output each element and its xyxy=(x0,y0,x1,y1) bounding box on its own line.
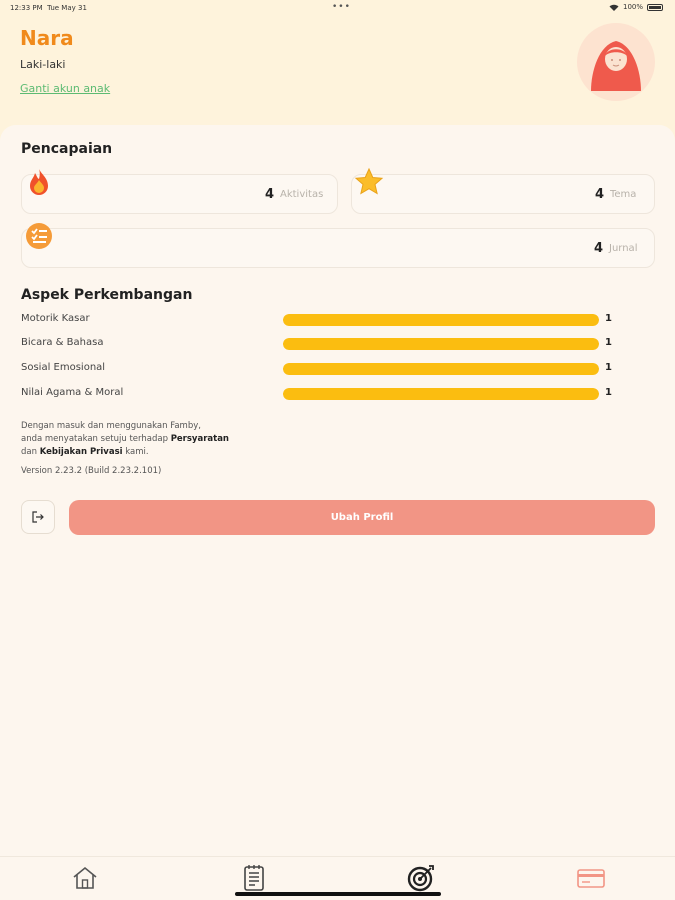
status-time: 12:33 PM Tue May 31 xyxy=(10,4,87,12)
hijab-girl-avatar-icon xyxy=(577,23,655,101)
development-title: Aspek Perkembangan xyxy=(21,287,193,303)
achievement-card-activities xyxy=(21,174,338,214)
achievement-card-journals xyxy=(21,228,655,268)
development-value: 1 xyxy=(605,337,612,348)
target-icon xyxy=(406,863,436,893)
star-icon xyxy=(354,167,384,197)
legal-line-2: anda menyatakan setuju terhadap xyxy=(21,434,171,444)
edit-profile-button[interactable]: Ubah Profil xyxy=(69,500,655,535)
tab-journal[interactable] xyxy=(239,863,269,893)
themes-unit: Tema xyxy=(610,189,637,200)
tab-target[interactable] xyxy=(406,863,436,893)
development-label: Nilai Agama & Moral xyxy=(21,387,124,398)
status-bar xyxy=(0,0,675,16)
battery-icon xyxy=(647,4,663,11)
fire-icon xyxy=(24,167,54,197)
development-progress-fill xyxy=(283,314,599,326)
checklist-badge-icon xyxy=(24,221,54,251)
avatar[interactable] xyxy=(577,23,655,101)
tab-card[interactable] xyxy=(576,863,606,893)
development-row xyxy=(21,313,621,329)
child-gender: Laki-laki xyxy=(20,58,66,71)
development-row xyxy=(21,362,621,378)
journals-unit: Jurnal xyxy=(609,243,638,254)
development-value: 1 xyxy=(605,387,612,398)
legal-notice xyxy=(21,420,321,459)
wifi-icon xyxy=(609,4,619,11)
logout-button[interactable] xyxy=(21,500,55,534)
activities-count: 4 xyxy=(265,187,275,202)
development-row xyxy=(21,387,621,403)
battery-percent: 100% xyxy=(622,3,643,11)
achievement-card-themes xyxy=(351,174,655,214)
logout-icon xyxy=(31,510,45,524)
legal-line-1: Dengan masuk dan menggunakan Famby, xyxy=(21,421,201,431)
child-name: Nara xyxy=(20,26,74,50)
tab-home[interactable] xyxy=(70,863,100,893)
development-progress-bar xyxy=(283,314,599,326)
development-progress-fill xyxy=(283,363,599,375)
development-progress-bar xyxy=(283,338,599,350)
app-version: Version 2.23.2 (Build 2.23.2.101) xyxy=(21,466,162,476)
development-value: 1 xyxy=(605,313,612,324)
switch-child-account-link[interactable]: Ganti akun anak xyxy=(20,82,111,95)
development-value: 1 xyxy=(605,362,612,373)
development-progress-bar xyxy=(283,363,599,375)
development-label: Motorik Kasar xyxy=(21,313,90,324)
legal-line-3-suffix: kami. xyxy=(122,447,149,457)
activities-unit: Aktivitas xyxy=(280,189,324,200)
development-progress-bar xyxy=(283,388,599,400)
development-row xyxy=(21,337,621,353)
home-icon xyxy=(71,865,99,891)
development-label: Sosial Emosional xyxy=(21,362,106,373)
card-icon xyxy=(576,867,606,889)
achievements-title: Pencapaian xyxy=(21,141,113,157)
journal-icon xyxy=(242,864,266,892)
legal-line-3: dan xyxy=(21,447,40,457)
home-indicator xyxy=(235,892,441,896)
privacy-policy-link[interactable]: Kebijakan Privasi xyxy=(39,447,123,457)
development-progress-fill xyxy=(283,338,599,350)
terms-link[interactable]: Persyaratan xyxy=(170,434,229,444)
development-progress-fill xyxy=(283,388,599,400)
multitask-dots[interactable]: ••• xyxy=(332,2,351,12)
development-label: Bicara & Bahasa xyxy=(21,337,104,348)
journals-count: 4 xyxy=(594,241,604,256)
themes-count: 4 xyxy=(595,187,605,202)
